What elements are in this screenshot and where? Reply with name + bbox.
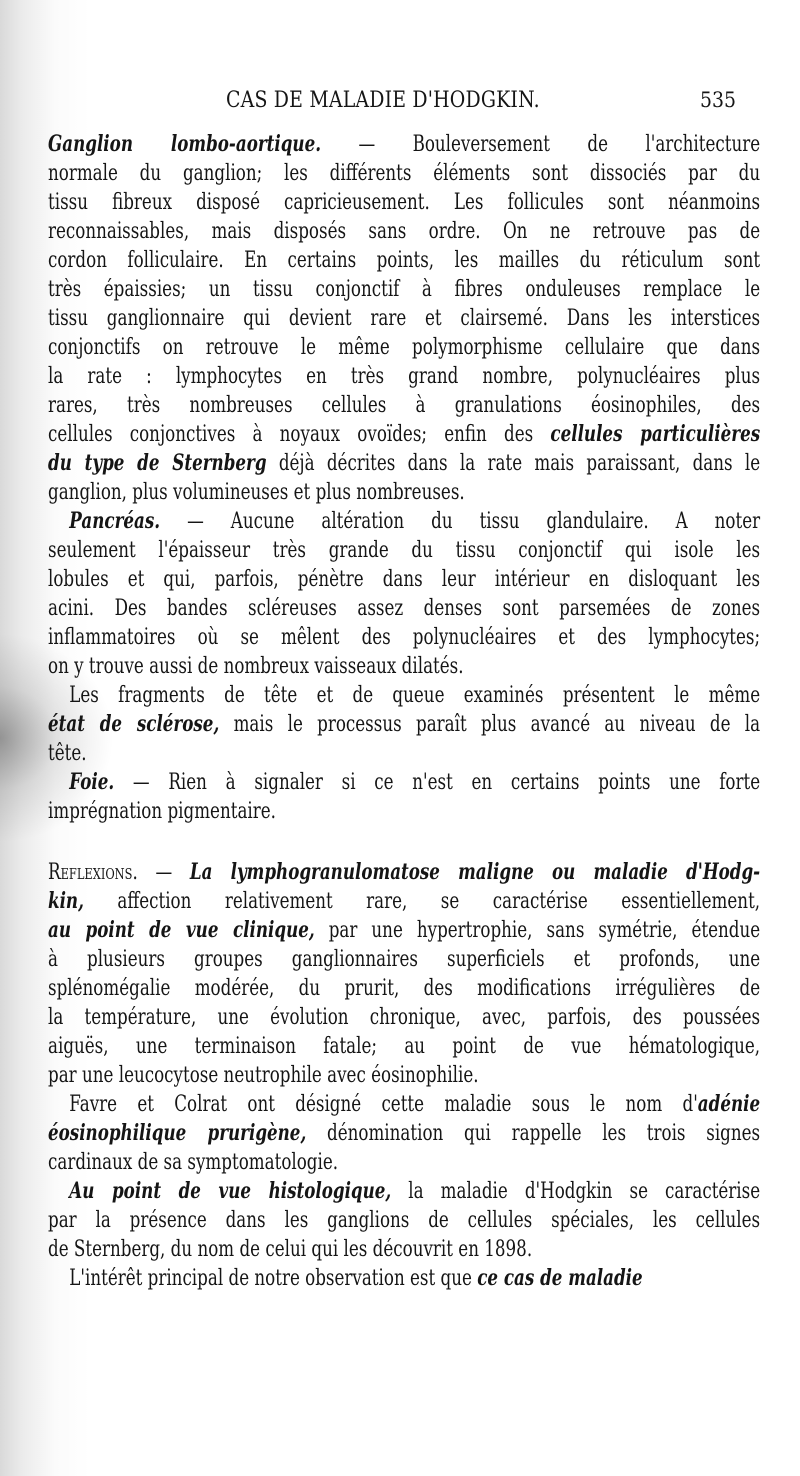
text-run: par la présence dans les ganglions de cellules spéciales, les cellules [48,1208,761,1233]
text-line [48,916,760,945]
text-run: à plusieurs groupes ganglionnaires superficiels et profonds, une [48,947,761,972]
text-line [48,420,760,449]
text-line [48,217,760,246]
text-line [48,594,760,623]
text-run: cardinaux de sa symptomatologie. [48,1150,339,1175]
paragraph [48,681,760,768]
paragraph [48,1090,760,1177]
text-run: dénomination qui rappelle les trois signes [306,1121,761,1146]
text-line [48,507,760,536]
italic-run: du type de Sternberg [48,450,267,476]
text-line [48,159,760,188]
text-run: on y trouve aussi de nombreux vaisseaux dilatés. [48,654,464,679]
paragraph [48,1264,760,1293]
text-run: ganglion, plus volumineuses et plus nombreuses. [48,480,465,505]
text-line [48,1264,760,1293]
text-run: la température, une évolution chronique, avec, parfois, des poussées [48,1005,761,1030]
text-run: lobules et qui, parfois, pénètre dans leur intérieur en disloquant les [48,567,761,592]
text-run: splénomégalie modérée, du prurit, des modifications irrégulières de [48,976,761,1001]
text-line [48,275,760,304]
text-run: L'intérêt principal de notre observation est que [69,1266,478,1291]
text-run: seulement l'épaisseur très grande du tissu conjonctif qui isole les [48,538,761,563]
text-line [48,1061,760,1090]
text-line [48,565,760,594]
text-line [48,130,760,159]
text-line [48,1090,760,1119]
text-line [48,1119,760,1148]
text-run: cellules conjonctives à noyaux ovoïdes; enfin des [48,422,551,447]
italic-run: cellules particulières [550,421,761,447]
italic-run: Au point de vue histologique, [69,1178,392,1204]
text-run: Les fragments de tête et de queue examinés présentent le même [69,683,761,708]
text-run: mais le processus paraît plus avancé au niveau de la [219,712,761,737]
text-run: affection relativement rare, se caractérise essentiellement, [83,889,761,914]
text-line [48,1003,760,1032]
text-line [48,391,760,420]
italic-run: adénie [697,1091,761,1117]
text-line [48,449,760,478]
text-run: très épaissies; un tissu conjonctif à fibres onduleuses remplace le [48,277,761,302]
text-run: tissu ganglionnaire qui devient rare et clairsemé. Dans les interstices [48,306,761,331]
text-line [48,362,760,391]
italic-run: ce cas de maladie [477,1265,643,1291]
text-line [48,681,760,710]
text-run: — Rien à signaler si ce n'est en certains points une forte [114,770,761,795]
text-line [48,710,760,739]
text-line [48,1235,760,1264]
text-run: — Aucune altération du tissu glandulaire. A noter [160,509,761,534]
text-run: tissu fibreux disposé capricieusement. Les follicules sont néanmoins [48,190,761,215]
text-run: déjà décrites dans la rate mais paraissant, dans le [266,451,761,476]
text-line [48,188,760,217]
body-text [48,130,760,1293]
text-run: imprégnation pigmentaire. [48,799,276,824]
text-line [48,858,760,887]
text-run: reconnaissables, mais disposés sans ordre. On ne retrouve pas de [48,219,761,244]
italic-run: kin, [48,888,84,914]
text-run: par une leucocytose neutrophile avec éosinophilie. [48,1063,479,1088]
text-run: acini. Des bandes scléreuses assez denses sont parsemées de zones [48,596,761,621]
text-line [48,536,760,565]
text-line [48,333,760,362]
text-run: conjonctifs on retrouve le même polymorphisme cellulaire que dans [48,335,761,360]
text-line [48,974,760,1003]
paragraph [48,858,760,1090]
text-line [48,797,760,826]
italic-run: Ganglion lombo-aortique. [48,131,322,157]
text-line [48,1177,760,1206]
text-line [48,478,760,507]
text-run: rares, très nombreuses cellules à granulations éosinophiles, des [48,393,761,418]
text-run: cordon folliculaire. En certains points, les mailles du réticulum sont [48,248,761,273]
section-gap [48,826,760,858]
paragraph [48,1177,760,1264]
text-run: par une hypertrophie, sans symétrie, étendue [314,918,761,943]
italic-run: Pancréas. [69,508,161,534]
text-run: normale du ganglion; les différents éléments sont dissociés par du [48,161,761,186]
italic-run: état de sclérose, [48,711,220,737]
italic-run: au point de vue clinique, [48,917,315,943]
paragraph [48,507,760,681]
page-header [0,86,800,120]
text-line [48,1032,760,1061]
paragraph [48,130,760,507]
text-run: la rate : lymphocytes en très grand nombre, polynucléaires plus [48,364,761,389]
text-run: Favre et Colrat ont désigné cette maladie sous le nom d' [69,1092,698,1117]
running-title: CAS DE MALADIE D'HODGKIN. [226,88,540,113]
paragraph [48,768,760,826]
text-run: la maladie d'Hodgkin se caractérise [391,1179,761,1204]
italic-run: La lymphogranulomatose maligne ou maladie d'Hodg- [189,859,761,885]
text-line [48,768,760,797]
text-line [48,887,760,916]
text-line [48,652,760,681]
page-number: 535 [700,88,737,112]
text-line [48,945,760,974]
text-line [48,623,760,652]
small-caps-run: Reflexions. [48,860,138,885]
text-line [48,1148,760,1177]
text-run: aiguës, une terminaison fatale; au point de vue hématologique, [48,1034,761,1059]
text-run: — Bouleversement de l'architecture [321,132,761,157]
text-line [48,739,760,768]
text-line [48,304,760,333]
text-run: tête. [48,741,87,766]
italic-run: Foie. [69,769,115,795]
text-run: de Sternberg, du nom de celui qui les découvrit en 1898. [48,1237,533,1262]
text-line [48,1206,760,1235]
text-run: inflammatoires où se mêlent des polynucléaires et des lymphocytes; [48,625,761,650]
italic-run: éosinophilique prurigène, [48,1120,307,1146]
text-run: — [137,860,190,885]
text-line [48,246,760,275]
